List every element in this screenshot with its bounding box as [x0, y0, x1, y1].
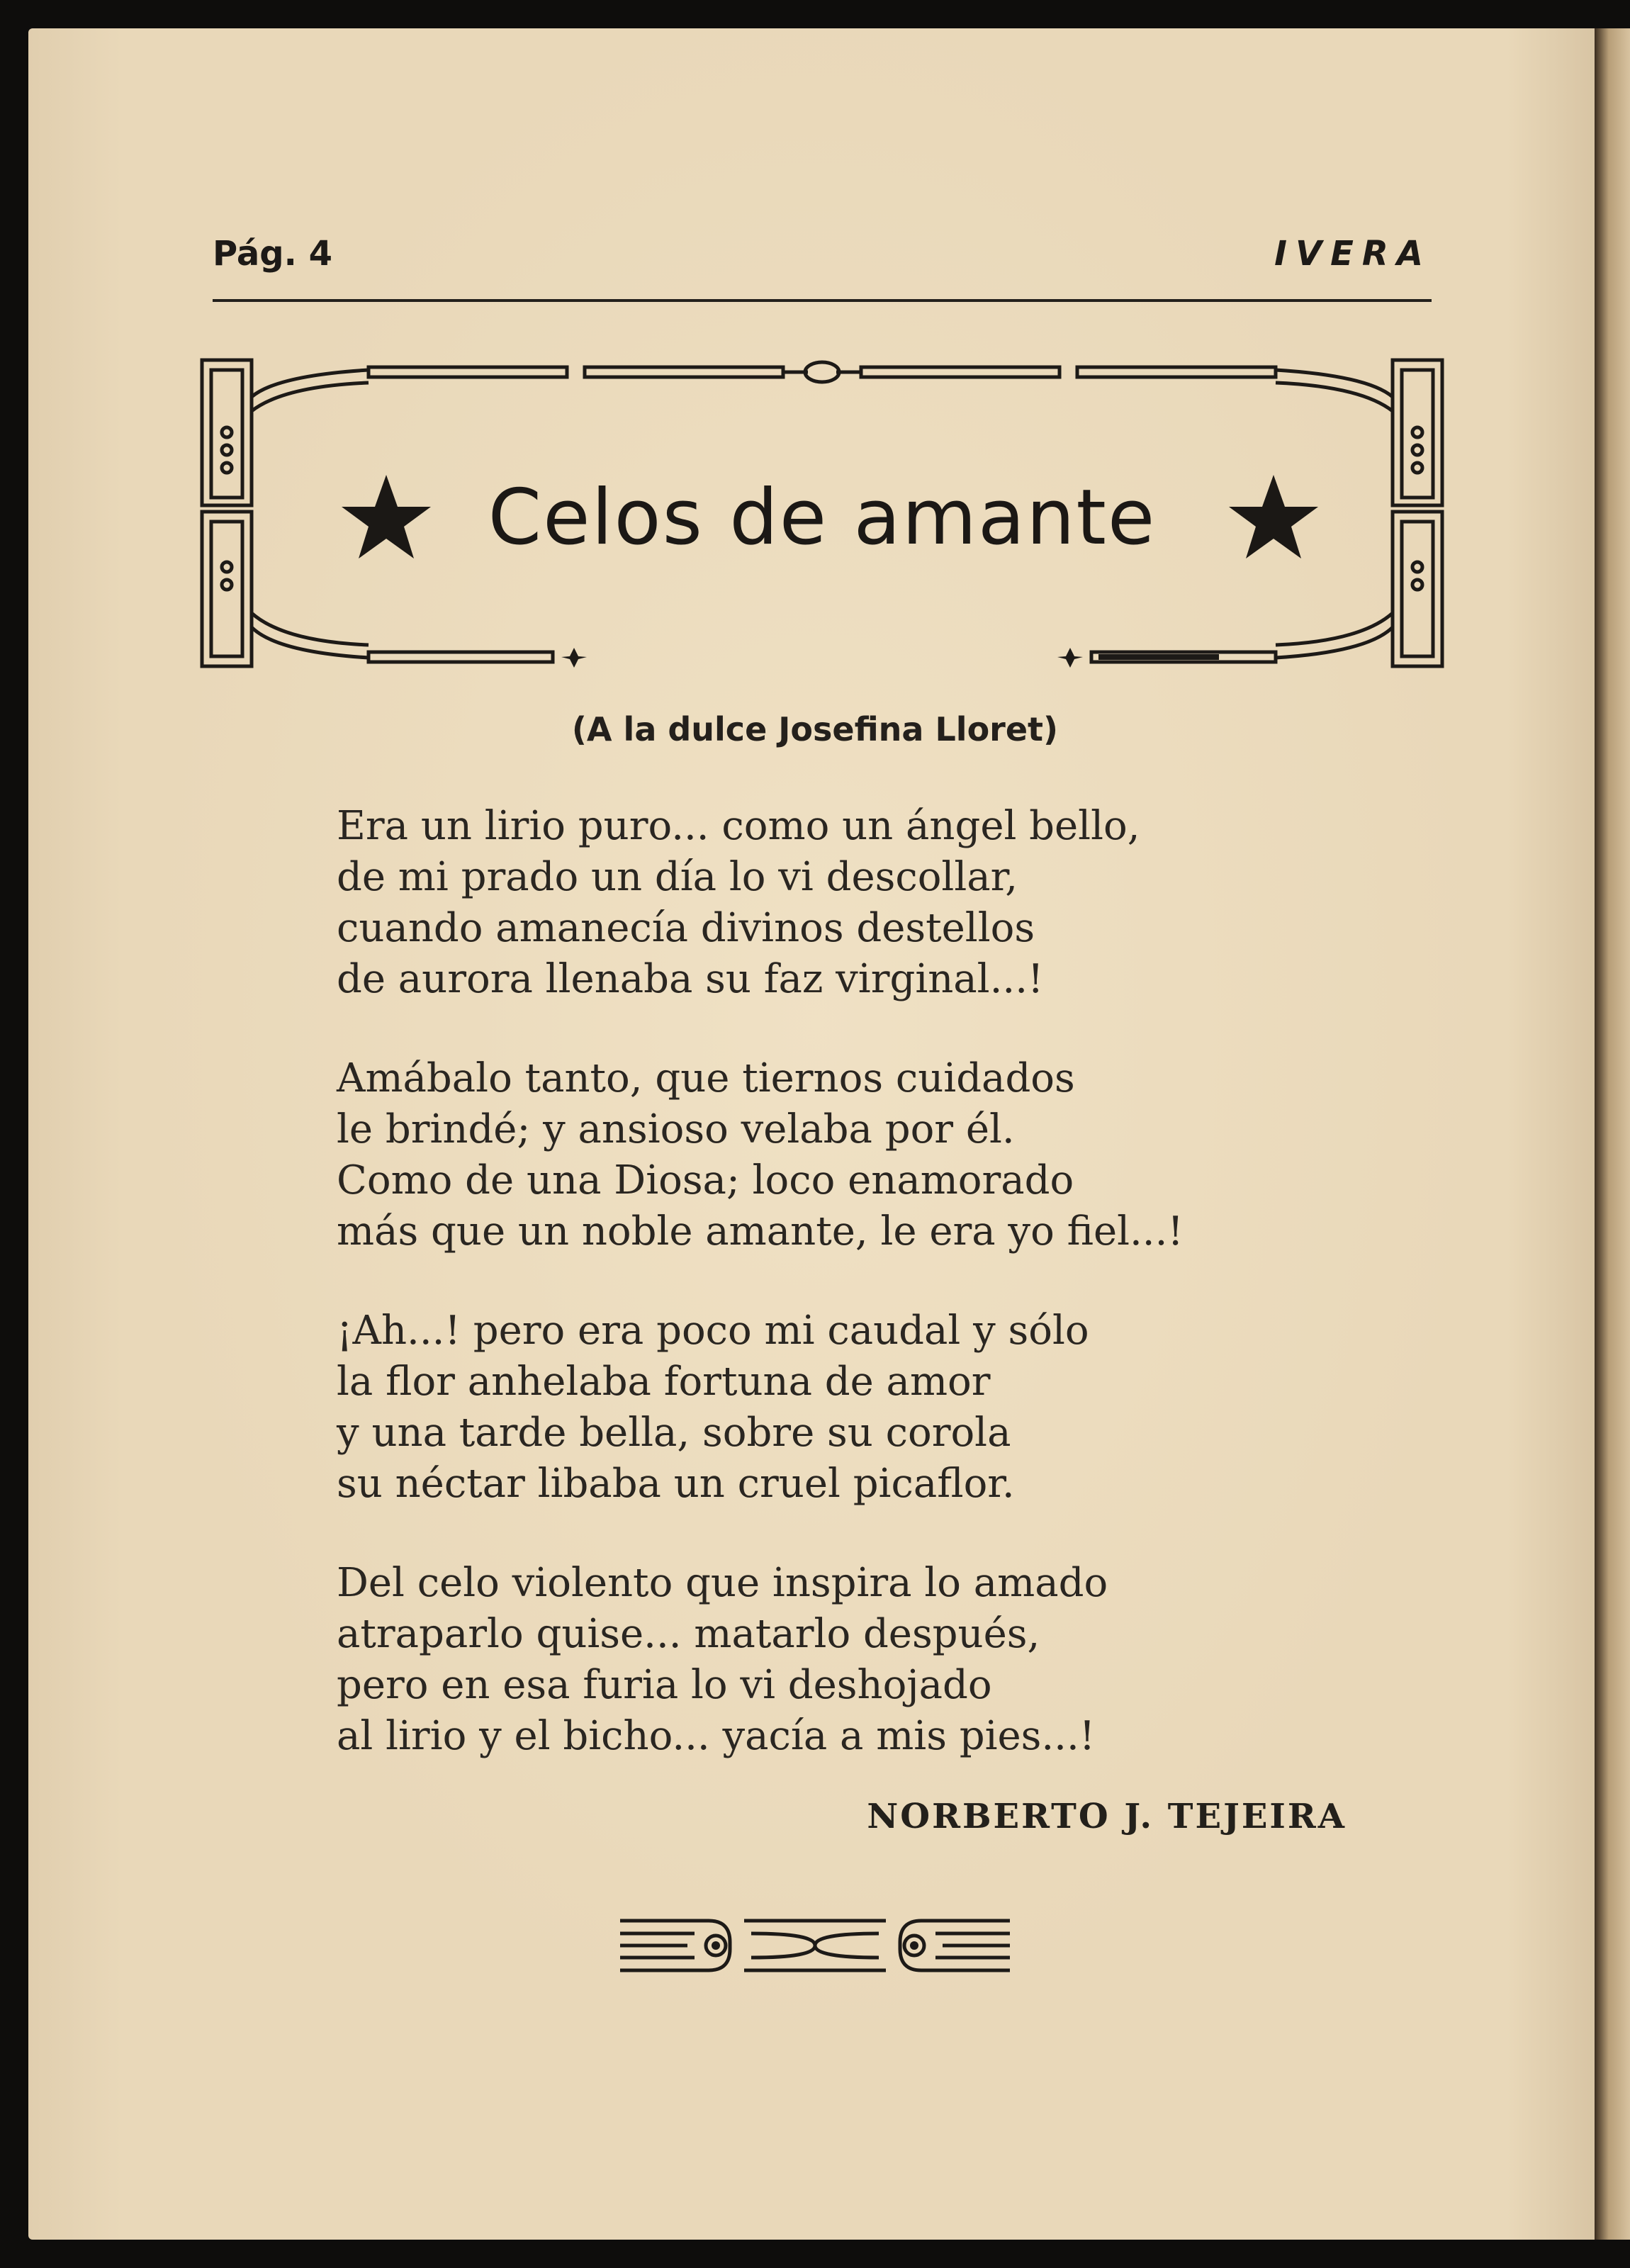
poem-line: cuando amanecía divinos destellos [337, 905, 1035, 951]
poem-line: su néctar libaba un cruel picaflor. [337, 1461, 1015, 1507]
poem-line: de aurora llenaba su faz virginal...! [337, 956, 1044, 1002]
stanza [337, 1306, 1329, 1510]
poem-line: ¡Ah...! pero era poco mi caudal y sólo [337, 1308, 1089, 1354]
poem-line: la flor anhelaba fortuna de amor [337, 1359, 991, 1405]
stanza [337, 1558, 1329, 1762]
stanza [337, 1053, 1329, 1257]
poem-body [337, 801, 1329, 1810]
poem-line: Era un lirio puro... como un ángel bello, [337, 803, 1140, 849]
title-banner [198, 354, 1446, 673]
dedication: (A la dulce Josefina Lloret) [571, 710, 1059, 748]
ornament-icon [617, 1907, 1013, 1988]
header-rule [213, 299, 1432, 302]
stanza [337, 801, 1329, 1005]
poem-line: Como de una Diosa; loco enamorado [337, 1157, 1074, 1203]
poem-line: al lirio y el bicho... yacía a mis pies...! [337, 1713, 1096, 1759]
poem-line: de mi prado un día lo vi descollar, [337, 854, 1018, 900]
page-number: Pág. 4 [213, 234, 332, 274]
poem-line: más que un noble amante, le era yo fiel...! [337, 1208, 1184, 1254]
poem-line: pero en esa furia lo vi deshojado [337, 1662, 992, 1708]
magazine-name: IVERA [1274, 234, 1432, 274]
poem-line: Amábalo tanto, que tiernos cuidados [337, 1055, 1075, 1101]
poem-line: le brindé; y ansioso velaba por él. [337, 1106, 1015, 1152]
page-spine [1595, 28, 1630, 2240]
author-signature: NORBERTO J. TEJEIRA [867, 1797, 1347, 1836]
poem-title: Celos de amante [488, 473, 1157, 562]
poem-line: Del celo violento que inspira lo amado [337, 1560, 1108, 1606]
poem-line: y una tarde bella, sobre su corola [337, 1410, 1011, 1456]
poem-line: atraparlo quise... matarlo después, [337, 1611, 1040, 1657]
